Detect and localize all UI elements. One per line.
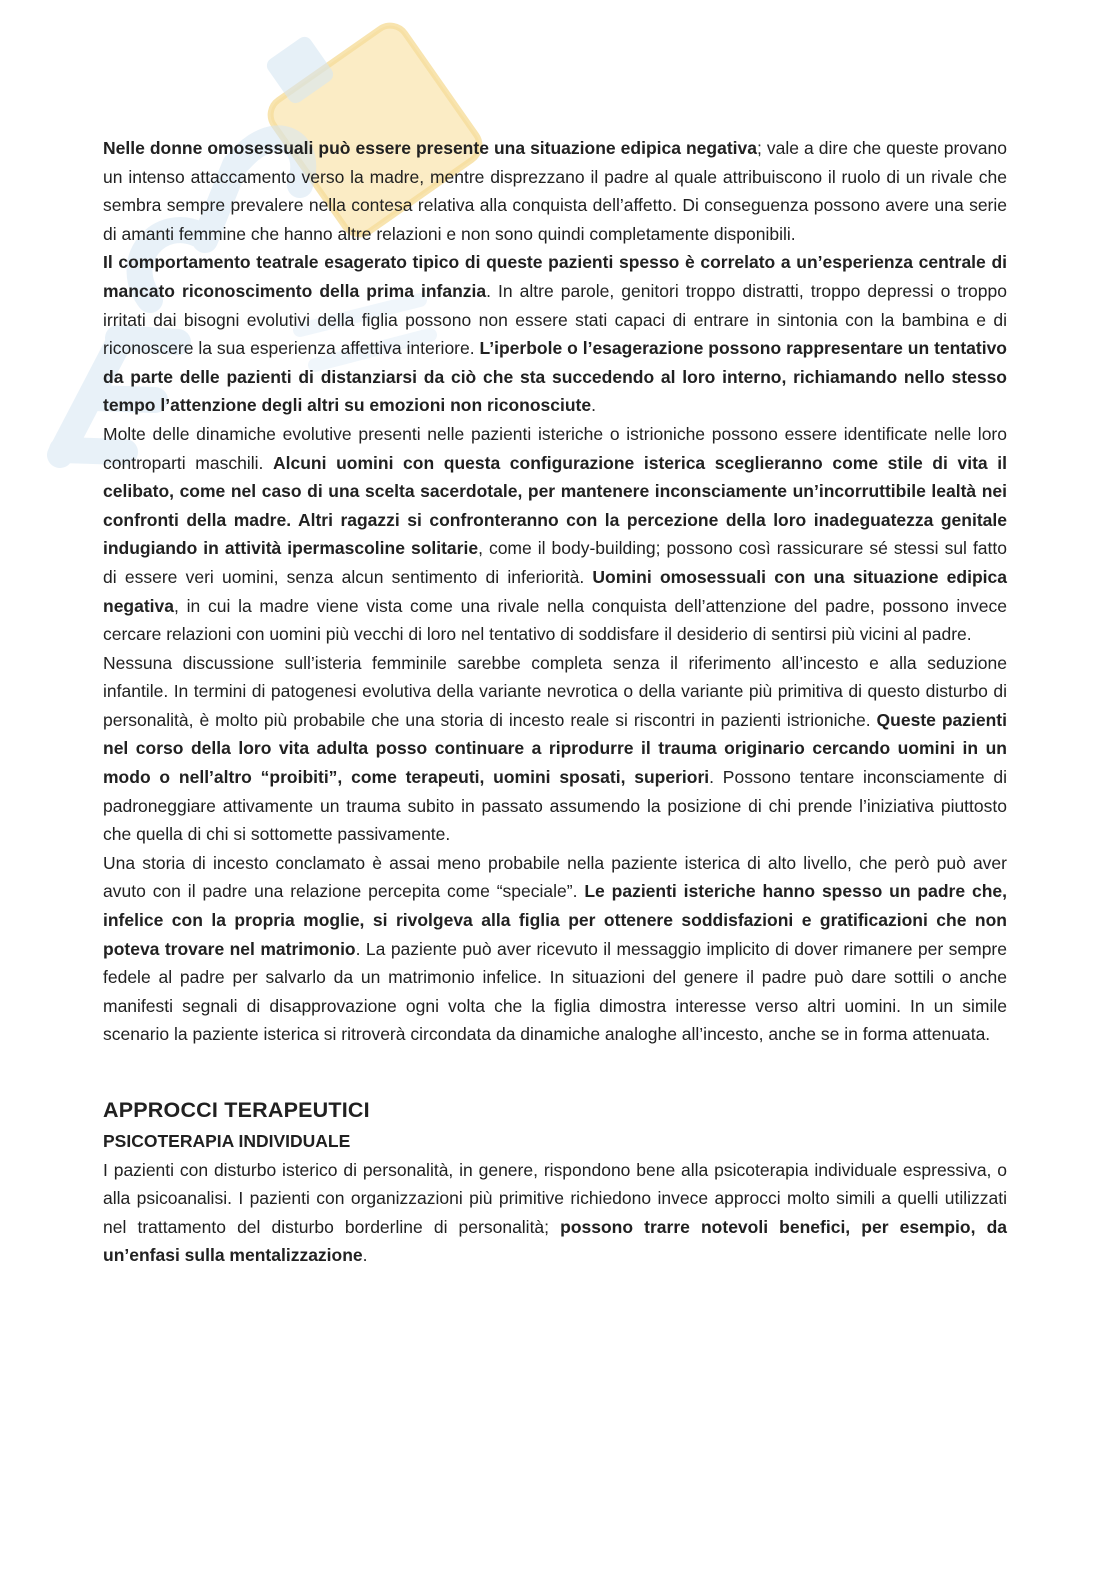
section-heading: APPROCCI TERAPEUTICI [103, 1098, 370, 1122]
text-run: . In altre parole, genitori troppo distratti, troppo depressi o troppo irritati dai bisogni evolutivi della figlia possono non essere stati capaci di entrare in sintonia con la bambina e di riconoscere la sua esperienza affettiva interiore. [103, 280, 1007, 359]
text-run: Molte delle dinamiche evolutive presenti nelle pazienti isteriche o istrioniche possono essere identificate nelle loro controparti maschili. [103, 423, 1007, 473]
text-run: , in cui la madre viene vista come una rivale nella conquista dell’attenzione del padre, possono invece cercare relazioni con uomini più vecchi di loro nel tentativo di soddisfare il desiderio di sentirsi più vicini al padre. [103, 595, 1007, 645]
text-run: I pazienti con disturbo isterico di personalità, in genere, rispondono bene alla psicoterapia individuale espressiva, o alla psicoanalisi. I pazienti con organizzazioni più primitive richiedono invece approcci molto simili a quelli utilizzati nel trattamento del disturbo borderline di personalità; [103, 1159, 1007, 1237]
bold-text-run: Nelle donne omosessuali può essere presente una situazione edipica negativa [103, 138, 757, 158]
text-run: Nessuna discussione sull’isteria femminile sarebbe completa senza il riferimento all’incesto e alla seduzione infantile. In termini di patogenesi evolutiva della variante nevrotica o della variante più primitiva di questo disturbo di personalità, è molto più probabile che una storia di incesto reale si riscontri in pazienti istrioniche. [103, 652, 1007, 730]
paragraph [103, 649, 1007, 849]
document-body [103, 134, 1007, 1270]
text-run: . [591, 395, 596, 416]
bold-text-run: Il comportamento teatrale esagerato tipico di queste pazienti spesso è correlato a un’esperienza centrale di mancato riconoscimento della prima infanzia [103, 252, 1007, 301]
paragraph [103, 849, 1007, 1049]
paragraph [103, 248, 1007, 420]
bold-text-run: possono trarre notevoli benefici, per esempio, da un’enfasi sulla mentalizzazione [103, 1216, 1008, 1266]
bold-text-run: Le pazienti isteriche hanno spesso un padre che, infelice con la propria moglie, si rivolgeva alla figlia per ottenere soddisfazioni e gratificazioni che non poteva trovare nel matrimonio [103, 881, 1007, 959]
bold-text-run: Queste pazienti nel corso della loro vita adulta posso continuare a riprodurre il trauma originario cercando uomini in un modo o nell’altro “proibiti”, come terapeuti, uomini sposati, superiori [103, 709, 1007, 788]
paragraph [103, 420, 1007, 649]
paragraph [103, 1156, 1007, 1270]
bold-text-run: Alcuni uomini con questa configurazione isterica sceglieranno come stile di vita il celibato, come nel caso di una scelta sacerdotale, per mantenere inconsciamente un’incorruttibile lealtà nei confronti della madre. Altri ragazzi si confronteranno con la percezione della loro inadeguatezza genitale indugiando in attività ipermascoline solitarie [103, 452, 1007, 559]
bold-text-run: Uomini omosessuali con una situazione edipica negativa [103, 566, 1007, 616]
text-run: ; vale a dire che queste provano un intenso attaccamento verso la madre, mentre disprezzano il padre al quale attribuiscono il ruolo di un rivale che sembra sempre prevalere nella contesa relativa alla conquista dell’affetto. Di conseguenza possono avere una serie di amanti femmine che hanno altre relazioni e non sono quindi completamente disponibili. [103, 138, 1007, 244]
text-run: , come il body-building; possono così rassicurare sé stessi sul fatto di essere veri uomini, senza alcun sentimento di inferiorità. [103, 538, 1007, 587]
text-run: Una storia di incesto conclamato è assai meno probabile nella paziente isterica di alto livello, che però può aver avuto con il padre una relazione percepita come “speciale”. [103, 852, 1007, 902]
text-run: . [362, 1245, 368, 1266]
bold-text-run: L’iperbole o l’esagerazione possono rappresentare un tentativo da parte delle pazienti di distanziarsi da ciò che sta succedendo al loro interno, richiamando nello stesso tempo l’attenzione degli altri su emozioni non riconosciute [103, 338, 1007, 416]
section-subheading: PSICOTERAPIA INDIVIDUALE [103, 1131, 351, 1151]
paragraph [103, 134, 1007, 248]
text-run: . La paziente può aver ricevuto il messaggio implicito di dover rimanere per sempre fedele al padre per salvarlo da un matrimonio infelice. In situazioni del genere il padre può dare sottili o anche manifesti segnali di disapprovazione ogni volta che la figlia dimostra interesse verso altri uomini. In un simile scenario la paziente isterica si ritroverà circondata da dinamiche analoghe all’incesto, anche se in forma attenuata. [103, 938, 1007, 1045]
text-run: . Possono tentare inconsciamente di padroneggiare attivamente un trauma subito in passato assumendo la posizione di chi prende l’iniziativa piuttosto che quella di chi si sottomette passivamente. [103, 767, 1007, 845]
